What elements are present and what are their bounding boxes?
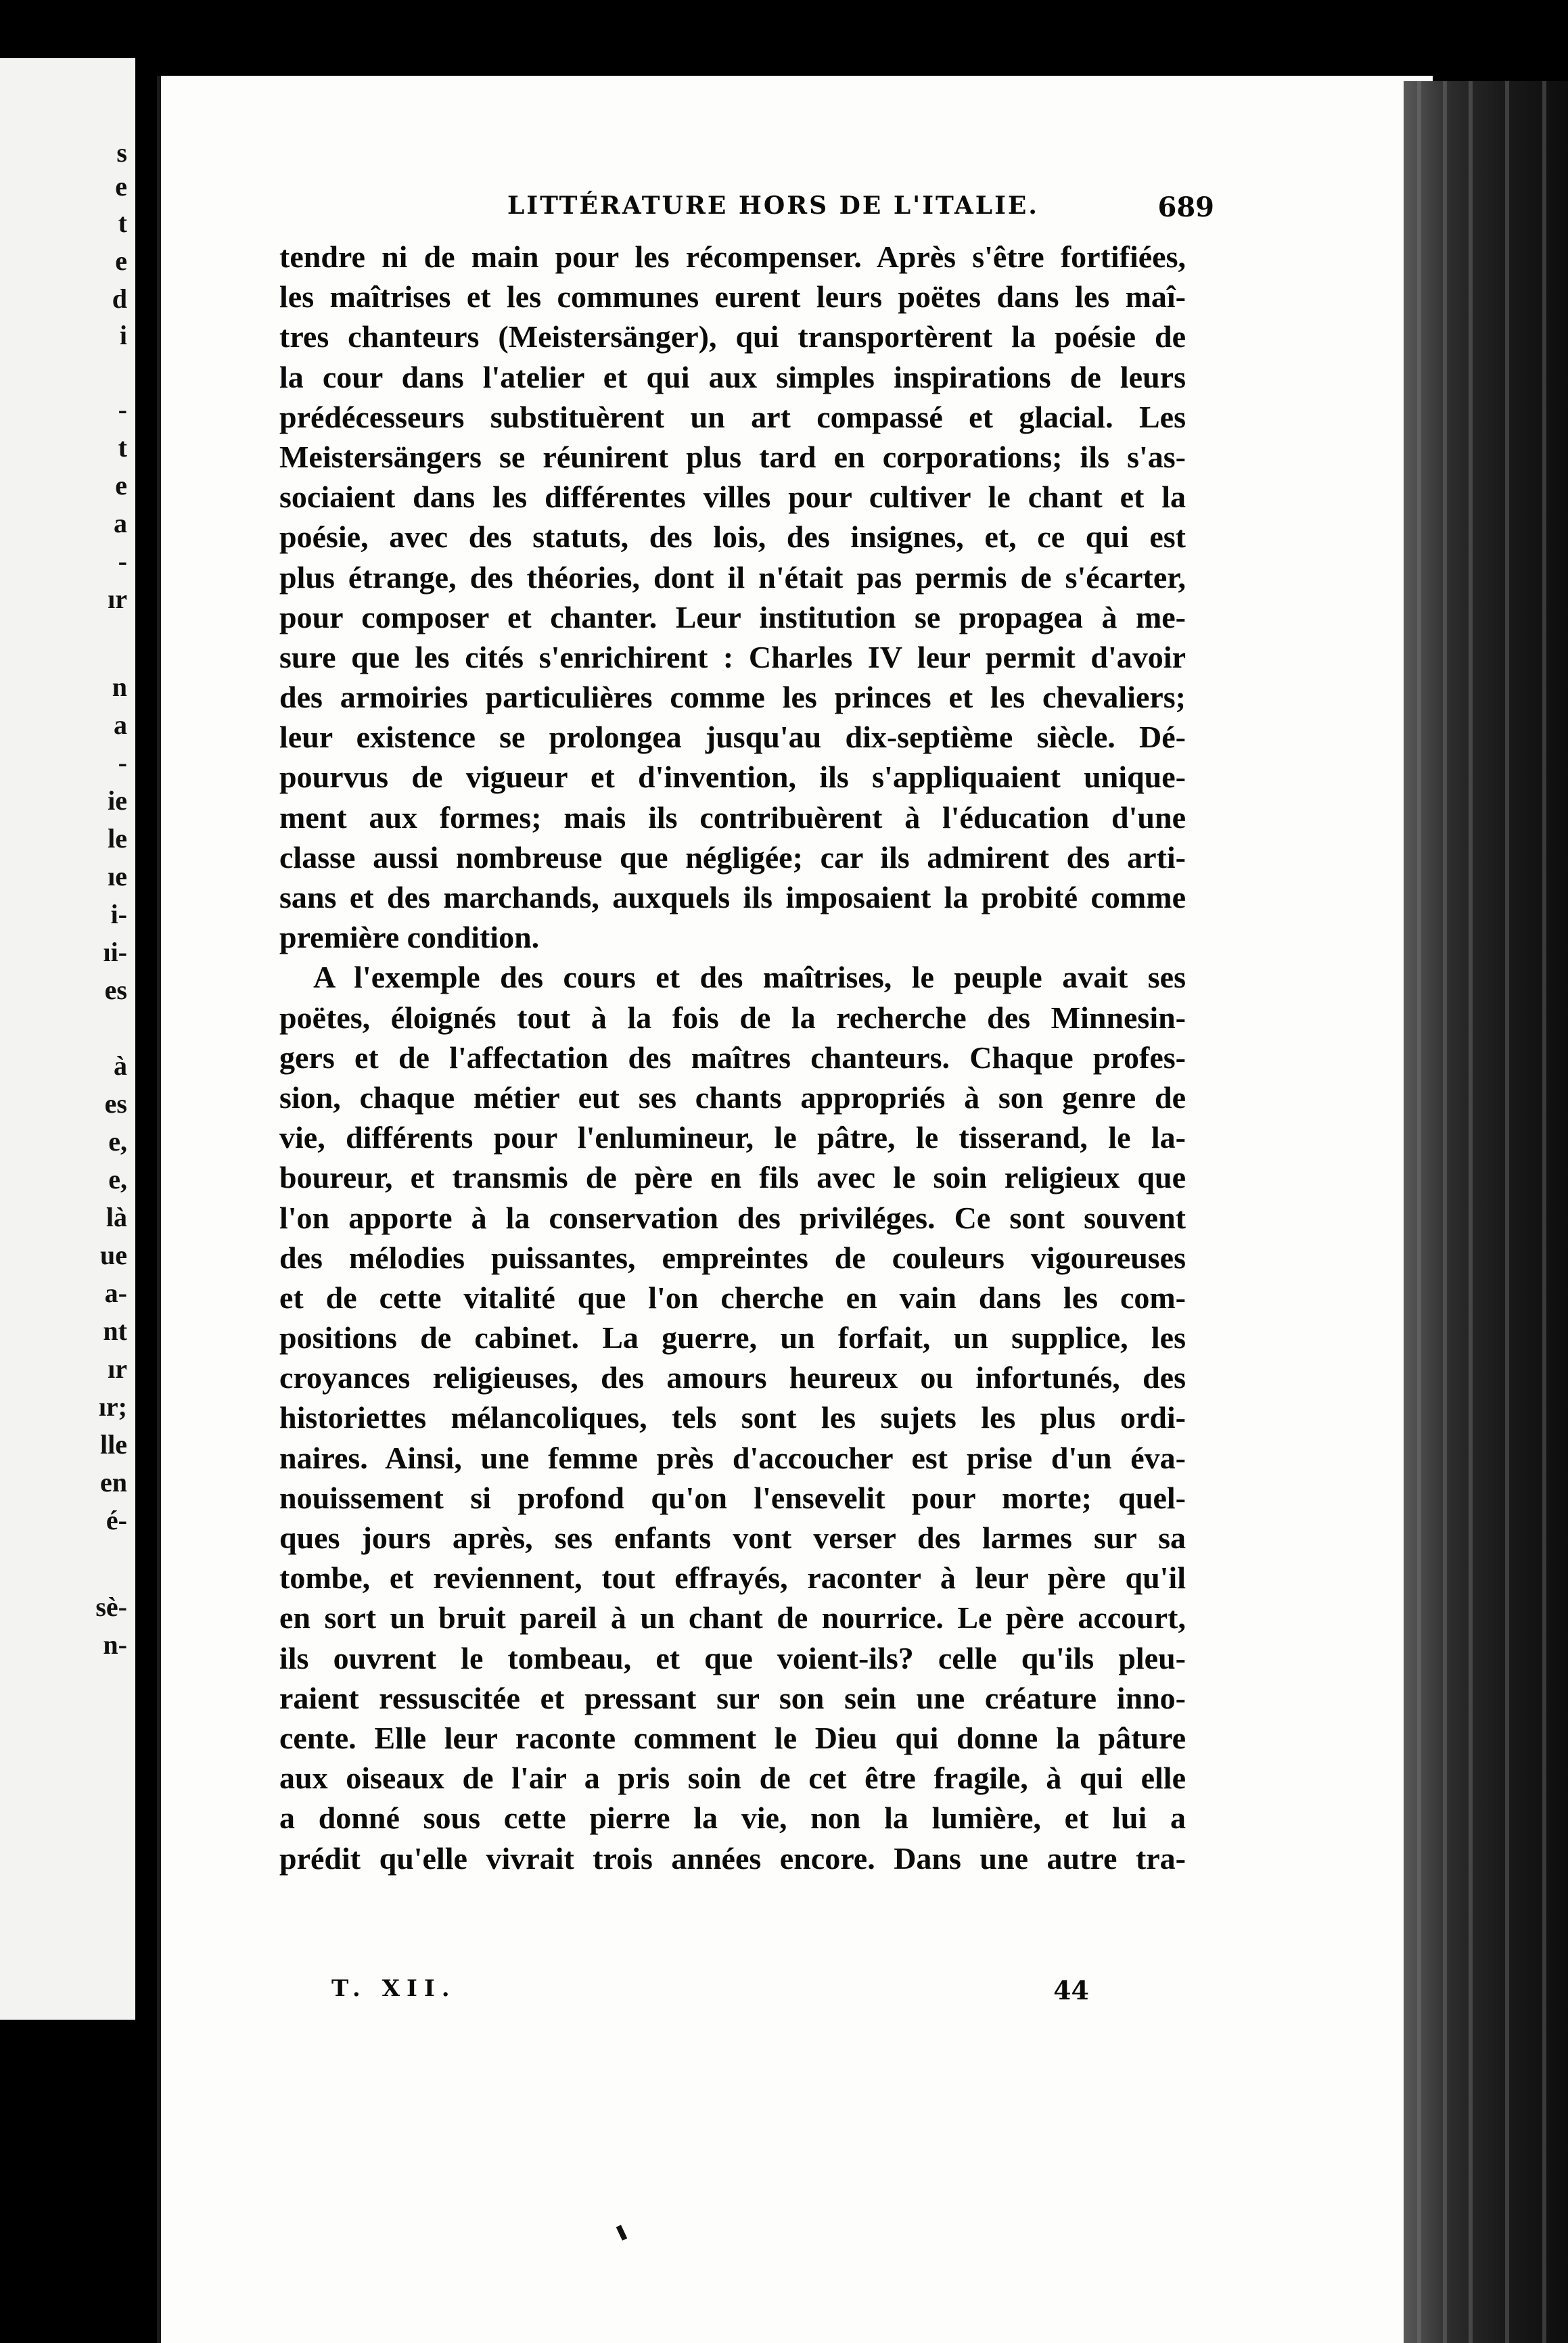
left-page-fragment: s [116,137,127,168]
page-footer [331,1975,1089,2009]
text-line: en sort un bruit pareil à un chant de nourrice. Le père accourt, [279,1600,1186,1636]
left-page-fragment: ır [108,1353,127,1384]
text-line: l'on apporte à la conservation des priviléges. Ce sont souvent [279,1200,1186,1235]
text-line: des armoiries particulières comme les princes et les chevaliers; [279,680,1186,715]
text-line: et de cette vitalité que l'on cherche en vain dans les com- [279,1280,1186,1315]
left-page-fragment: es [104,1088,127,1119]
left-page-fragment: là [106,1202,127,1232]
left-page-fragment: n- [103,1629,127,1660]
left-page-fragment: nt [103,1316,127,1346]
text-line: des mélodies puissantes, empreintes de couleurs vigoureuses [279,1240,1186,1275]
left-page-fragment: sè- [95,1592,127,1622]
body-text [279,237,1186,1878]
page-edge-shadow [1404,81,1568,2343]
text-line: Meistersängers se réunirent plus tard en corporations; ils s'as- [279,439,1186,474]
text-line: vie, différents pour l'enlumineur, le pâtre, le tisserand, le la- [279,1120,1186,1155]
text-line: tres chanteurs (Meistersänger), qui transportèrent la poésie de [279,319,1186,354]
left-page-fragment: e [115,171,127,202]
text-line: ment aux formes; mais ils contribuèrent à l'éducation d'une [279,799,1186,835]
text-line: tombe, et reviennent, tout effrayés, raconter à leur père qu'il [279,1560,1186,1596]
left-page-fragment: es [104,975,127,1005]
signature-mark: 44 [1053,1975,1089,2005]
left-page-fragment: d [112,283,127,314]
text-line: aux oiseaux de l'air a pris soin de cet être fragile, à qui elle [279,1761,1186,1796]
left-page-fragment: e [115,246,127,276]
text-line: poëtes, éloignés tout à la fois de la recherche des Minnesin- [279,1000,1186,1035]
text-line: poésie, avec des statuts, des lois, des insignes, et, ce qui est [279,519,1186,555]
left-page-fragment: a [114,710,127,740]
text-line: naires. Ainsi, une femme près d'accoucher est prise d'un éva- [279,1440,1186,1475]
left-page-fragment: - [118,747,127,778]
text-line: ils ouvrent le tombeau, et que voient-ils? celle qu'ils pleu- [279,1640,1186,1675]
text-line: prédit qu'elle vivrait trois années encore. Dans une autre tra- [279,1840,1186,1876]
left-page-fragment: ue [100,1240,127,1270]
text-line: classe aussi nombreuse que négligée; car ils admirent des arti- [279,839,1186,875]
text-line: a donné sous cette pierre la vie, non la lumière, et lui a [279,1801,1186,1836]
left-page-fragment: - [118,546,127,576]
volume-mark: T. XII. [331,1975,457,2002]
text-line: sociaient dans les différentes villes pour cultiver le chant et la [279,480,1186,515]
page-header [345,191,1214,232]
left-page-fragment: e, [108,1164,127,1194]
text-line: cente. Elle leur raconte comment le Dieu qui donne la pâture [279,1720,1186,1755]
text-line: pourvus de vigueur et d'invention, ils s'appliquaient unique- [279,760,1186,795]
left-page-fragment: à [114,1050,127,1081]
left-page-fragment: a- [104,1278,127,1308]
text-line: pour composer et chanter. Leur institution se propagea à me- [279,599,1186,634]
left-page-fragment: ıe [108,861,127,891]
text-line: boureur, et transmis de père en fils avec le soin religieux que [279,1160,1186,1195]
text-line: sion, chaque métier eut ses chants appropriés à son genre de [279,1080,1186,1115]
text-line: sans et des marchands, auxquels ils imposaient la probité comme [279,880,1186,914]
text-line: gers et de l'affectation des maîtres chanteurs. Chaque profes- [279,1040,1186,1075]
left-page-fragment: - [118,394,127,425]
running-title: LITTÉRATURE HORS DE L'ITALIE. [507,191,1039,220]
left-page-fragment: ıi- [103,937,127,967]
text-line: positions de cabinet. La guerre, un forfait, un supplice, les [279,1320,1186,1355]
page-number: 689 [1157,191,1214,223]
text-line: croyances religieuses, des amours heureux ou infortunés, des [279,1360,1186,1395]
left-page-fragment: ie [108,785,127,816]
text-line: historiettes mélancoliques, tels sont les sujets les plus ordi- [279,1400,1186,1435]
left-page-fragment: n [112,672,127,702]
text-line: plus étrange, des théories, dont il n'était pas permis de s'écarter, [279,559,1186,595]
left-facing-page [0,58,135,2020]
left-page-fragment: ır; [98,1391,127,1422]
text-line: la cour dans l'atelier et qui aux simples inspirations de leurs [279,359,1186,394]
left-page-fragment: i- [110,899,127,929]
text-line: A l'exemple des cours et des maîtrises, le peuple avait ses [313,960,1186,995]
left-page-fragment: en [100,1467,127,1498]
text-line: nouissement si profond qu'on l'ensevelit pour morte; quel- [279,1480,1186,1515]
text-line: première condition. [279,920,540,955]
text-line: les maîtrises et les communes eurent leurs poëtes dans les maî- [279,279,1186,315]
left-page-fragment: t [118,208,127,238]
left-page-fragment: lle [100,1429,127,1460]
text-line: raient ressuscitée et pressant sur son sein une créature inno- [279,1680,1186,1715]
text-line: sure que les cités s'enrichirent : Charles IV leur permit d'avoir [279,639,1186,674]
text-line: leur existence se prolongea jusqu'au dix-septième siècle. Dé- [279,720,1186,755]
left-page-fragment: le [108,823,127,854]
left-page-fragment: a [114,508,127,538]
text-line: tendre ni de main pour les récompenser. Après s'être fortifiées, [279,239,1186,274]
text-line: ques jours après, ses enfants vont verser des larmes sur sa [279,1521,1186,1555]
left-page-fragment: i [119,320,127,350]
left-page-fragment: e, [108,1126,127,1157]
text-line: prédécesseurs substituèrent un art compassé et glacial. Les [279,399,1186,434]
left-page-fragment: t [118,432,127,463]
left-page-fragment: ır [108,584,127,614]
left-page-fragment: é- [106,1505,127,1535]
left-page-fragment: e [115,470,127,501]
